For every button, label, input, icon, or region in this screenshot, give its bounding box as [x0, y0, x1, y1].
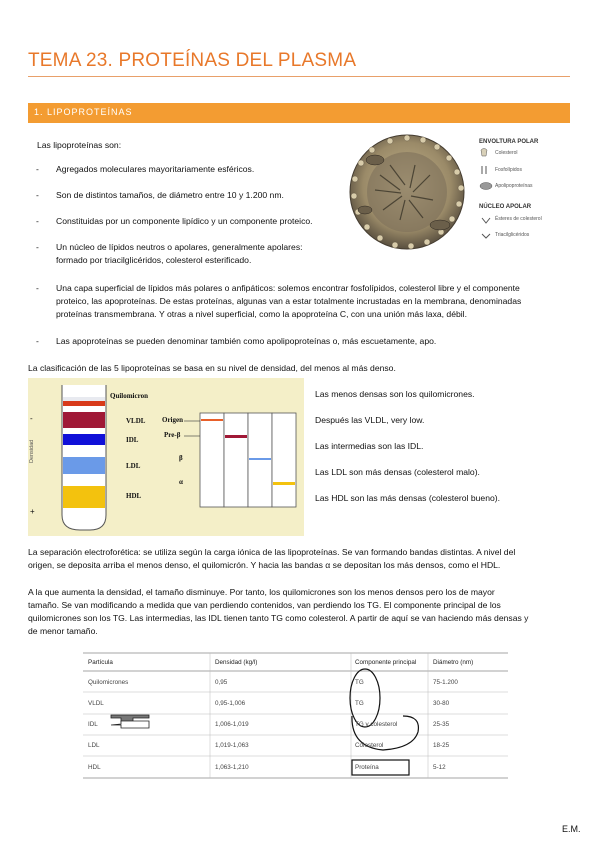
- paragraph-line: origen, se deposita arriba el menos denso, el quilomicrón. Y hacia las bandas α se depositan los más densos, como el HDL.: [28, 560, 501, 570]
- table-cell: HDL: [88, 764, 101, 771]
- list-item: - Una capa superficial de lípidos más polares o anfipáticos: solemos encontrar fosfolípidos, colesterol libre y el componente: [56, 282, 520, 294]
- figure-label: Apolipoproteínas: [495, 183, 533, 189]
- table-cell: TG y colesterol: [355, 721, 398, 728]
- list-item: - Constituidas por un componente lipídico y un componente proteico.: [56, 215, 313, 227]
- density-tube-diagram: [28, 378, 304, 536]
- band-label: LDL: [126, 462, 141, 470]
- list-item-continuation: proteico, las apoproteínas. De estas proteínas, algunas van a estar totalmente incrustadas en la membrana, denominadas: [56, 296, 522, 306]
- table-header: Diámetro (nm): [433, 659, 474, 666]
- table-cell: 30-80: [433, 700, 450, 707]
- list-item-continuation: proteínas transmembrana. Y otras a nivel superficial, como la apoproteína C, con una unión más laxa, débil.: [56, 309, 467, 319]
- figure-label: Ésteres de colesterol: [495, 216, 542, 222]
- electro-label: α: [179, 478, 183, 486]
- paragraph-line: tamaño. Se van modificando a medida que van perdiendo contenidos, van perdiendo los TG. El componente principal de los: [28, 600, 501, 610]
- table-cell: TG: [355, 679, 364, 686]
- table-cell: IDL: [88, 721, 98, 728]
- density-note: Las menos densas son los quilomicrones.: [315, 389, 475, 399]
- intro-text: Las lipoproteínas son:: [37, 140, 122, 150]
- page-title: TEMA 23. PROTEÍNAS DEL PLASMA: [28, 50, 357, 71]
- list-item: - Un núcleo de lípidos neutros o apolares, generalmente apolares:: [56, 241, 303, 253]
- figure-label: Fosfolípidos: [495, 167, 522, 173]
- density-note: Las intermedias son las IDL.: [315, 441, 424, 451]
- table-cell: Colesterol: [355, 742, 384, 749]
- table-cell: 0,95-1,006: [215, 700, 246, 707]
- lipoprotein-structure-figure: [345, 130, 570, 255]
- band-label: Quilomicron: [110, 392, 148, 400]
- table-cell: 5-12: [433, 764, 446, 771]
- table-cell: 18-25: [433, 742, 450, 749]
- density-note: Las LDL son más densas (colesterol malo).: [315, 467, 480, 477]
- table-cell: Quilomicrones: [88, 679, 129, 686]
- classification-text: La clasificación de las 5 lipoproteínas se basa en su nivel de densidad, del menos al más denso.: [28, 363, 396, 373]
- table-cell: LDL: [88, 742, 100, 749]
- table-cell: VLDL: [88, 700, 104, 707]
- lipoprotein-particle-illustration: [345, 130, 570, 255]
- table-cell: 1,019-1,063: [215, 742, 249, 749]
- list-item: - Agregados moleculares mayoritariamente esféricos.: [56, 163, 254, 175]
- table-cell: 1,006-1,019: [215, 721, 249, 728]
- list-item: - Las apoproteínas se pueden denominar también como apolipoproteínas o, más escuetamente, apo.: [56, 335, 436, 347]
- table-header: Partícula: [88, 659, 113, 666]
- table-grid: [83, 652, 508, 780]
- paragraph-line: La separación electroforética: se utiliza según la carga iónica de las lipoproteínas. Se van formando bandas distintas. A nivel del: [28, 547, 516, 557]
- minus-sign: -: [30, 414, 33, 423]
- electro-label: Origen: [162, 416, 183, 424]
- table-header: Densidad (kg/l): [215, 659, 258, 666]
- section-header: [28, 103, 570, 123]
- table-cell: TG: [355, 700, 364, 707]
- density-note: Las HDL son las más densas (colesterol bueno).: [315, 493, 501, 503]
- table-cell: 25-35: [433, 721, 450, 728]
- table-cell: 75-1.200: [433, 679, 458, 686]
- plus-sign: +: [30, 507, 35, 516]
- title-divider: [28, 76, 570, 77]
- band-label: HDL: [126, 492, 142, 500]
- electro-label: Pre-β: [164, 431, 181, 439]
- table-cell: Proteína: [355, 764, 379, 771]
- footer-initials: E.M.: [562, 824, 581, 834]
- density-note: Después las VLDL, very low.: [315, 415, 425, 425]
- electrophoresis-figure: [28, 378, 304, 536]
- band-label: IDL: [126, 436, 139, 444]
- paragraph-line: quilomicrones son los TG. Las intermedias, las IDL tienen tanto TG como colesterol. A partir de aquí se van haciendo más densas y: [28, 613, 529, 623]
- section-title: 1. LIPOPROTEÍNAS: [34, 107, 133, 117]
- density-axis-label: Densidad: [29, 439, 35, 463]
- figure-label: NÚCLEO APOLAR: [479, 204, 532, 210]
- list-item: - Son de distintos tamaños, de diámetro entre 10 y 1.200 nm.: [56, 189, 284, 201]
- table-cell: 0,95: [215, 679, 228, 686]
- table-header: Componente principal: [355, 659, 417, 666]
- electro-label: β: [179, 454, 183, 462]
- paragraph-line: A la que aumenta la densidad, el tamaño disminuye. Por tanto, los quilomicrones son los menos densos pero los de mayor: [28, 587, 495, 597]
- lipoprotein-table: [83, 652, 508, 780]
- table-cell: 1,063-1,210: [215, 764, 249, 771]
- paragraph-line: de menor tamaño.: [28, 626, 98, 636]
- figure-label: Colesterol: [495, 150, 518, 156]
- figure-label: ENVOLTURA POLAR: [479, 139, 539, 145]
- list-item-continuation: formado por triacilglicéridos, colesterol esterificado.: [56, 255, 252, 265]
- band-label: VLDL: [126, 417, 146, 425]
- figure-label: Triacilglicéridos: [495, 232, 530, 238]
